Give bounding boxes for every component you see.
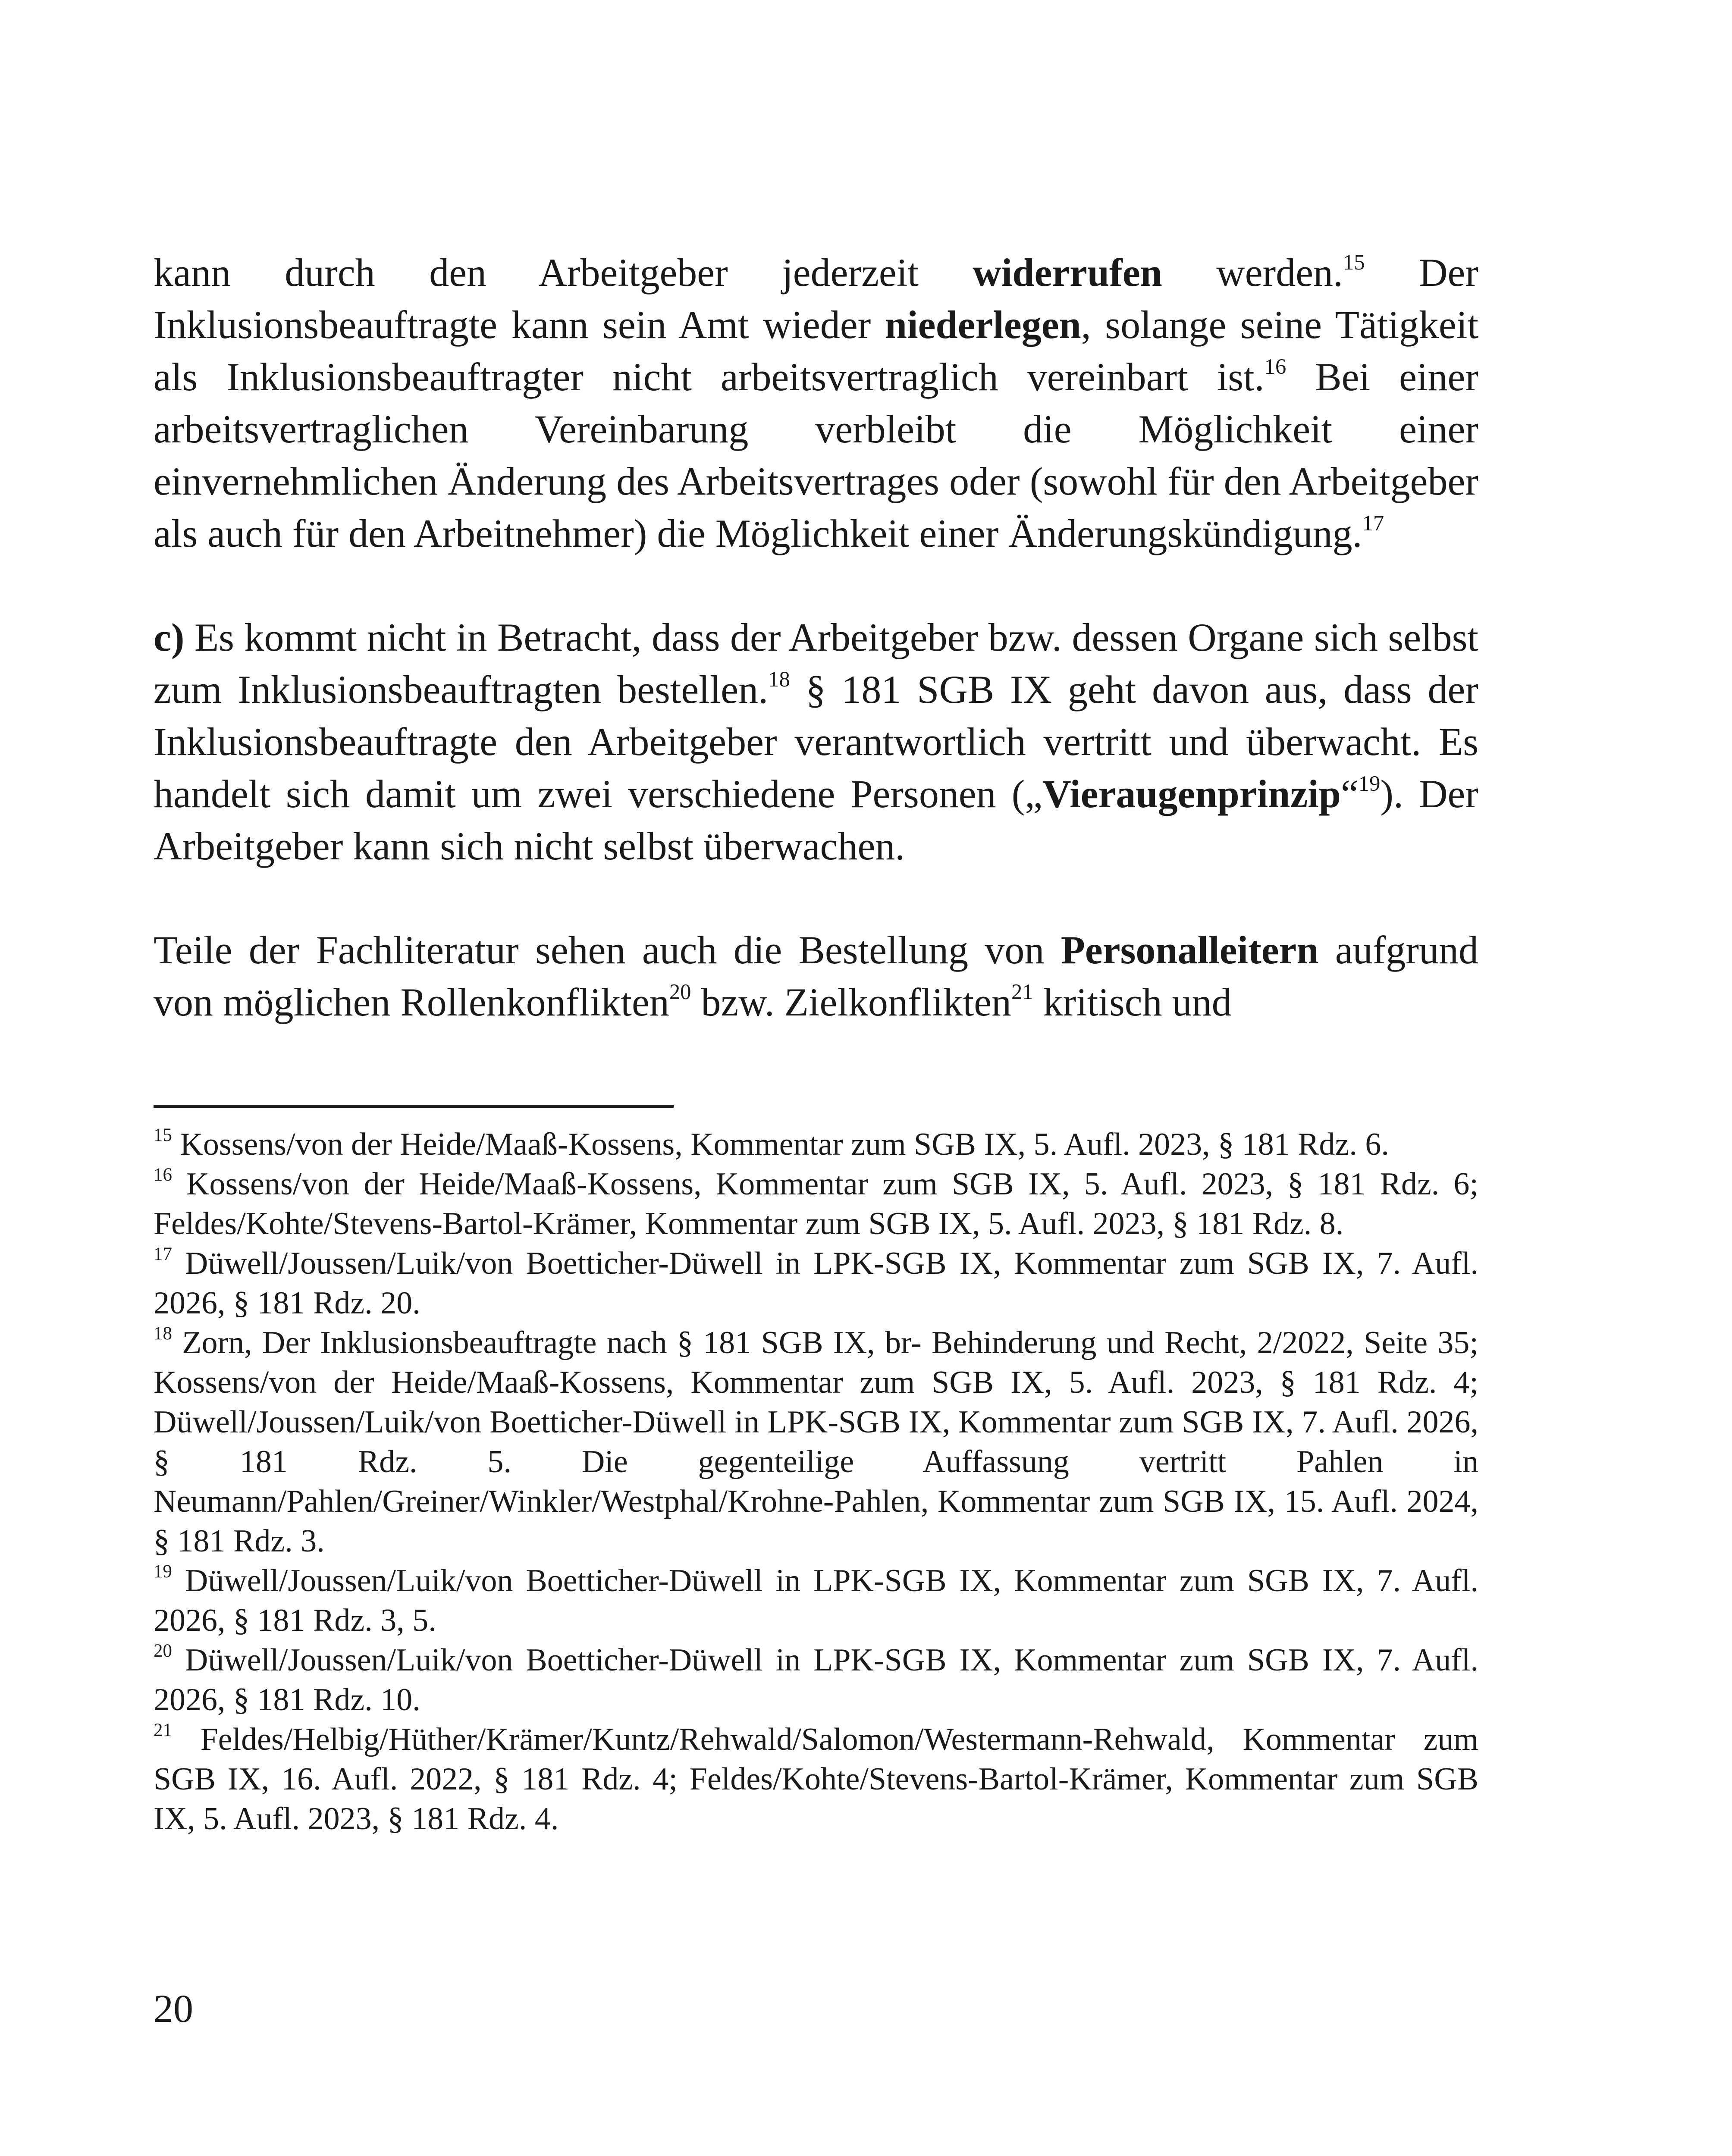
section-marker-c: c) [154,615,185,659]
footnote-number: 16 [154,1164,172,1185]
text-run: Teile der Fachliteratur sehen auch die Bestellung von [154,928,1061,972]
paragraph-text [154,611,1478,872]
footnote-ref-21[interactable]: 21 [1011,980,1033,1004]
text-run: Bei einer arbeitsvertraglichen Vereinbarung verbleibt die Möglichkeit einer einvernehmlichen Änderung des Arbeitsvertrages oder (sowohl für den Arbeitgeber als auch für den Arbeitnehmer) die Möglichkeit einer Änderungskündigung. [154,355,1479,555]
text-run: bzw. Zielkonflikten [691,980,1012,1024]
text-run: “ [1340,772,1359,816]
footnotes [154,1125,1478,1839]
footnote-text: Düwell/Joussen/Luik/von Boetticher-Düwell in LPK-SGB IX, Kommentar zum SGB IX, 7. Aufl. 2026, § 181 Rdz. 20. [154,1246,1478,1321]
footnote-15 [154,1125,1478,1164]
footnote-18 [154,1323,1478,1561]
footnote-20 [154,1640,1478,1720]
footnote-21 [154,1720,1478,1839]
footnote-text: Feldes/Helbig/Hüther/Krämer/Kuntz/Rehwald/Salomon/Westermann-Rehwald, Kommentar zum SGB IX, 16. Aufl. 2022, § 181 Rdz. 4; Feldes/Kohte/Stevens-Bartol-Krämer, Kommentar zum SGB IX, 5. Aufl. 2023, § 181 Rdz. 4. [154,1722,1478,1836]
body-paragraph-1 [154,247,1478,560]
footnote-number: 19 [154,1561,172,1582]
text-run: werden. [1162,251,1343,295]
footnote-text: Zorn, Der Inklusionsbeauftragte nach § 181 SGB IX, br- Behinderung und Recht, 2/2022, Seite 35; Kossens/von der Heide/Maaß-Kossens, Kommentar zum SGB IX, 5. Aufl. 2023, § 181 Rdz. 4; Düwell/Joussen/Luik/von Boetticher-Düwell in LPK-SGB IX, Kommentar zum SGB IX, 7. Aufl. 2026, § 181 Rdz. 5. Die gegenteilige Auffassung vertritt Pahlen in Neumann/Pahlen/Greiner/Winkler/Westphal/Krohne-Pahlen, Kommentar zum SGB IX, 15. Aufl. 2024, § 181 Rdz. 3. [154,1325,1478,1559]
text-run: , solange seine Tätigkeit als Inklusionsbeauftragter nicht arbeitsvertraglich vereinbart ist. [154,303,1478,399]
footnote-text: Kossens/von der Heide/Maaß-Kossens, Kommentar zum SGB IX, 5. Aufl. 2023, § 181 Rdz. 6; Feldes/Kohte/Stevens-Bartol-Krämer, Kommentar zum SGB IX, 5. Aufl. 2023, § 181 Rdz. 8. [154,1166,1478,1241]
page-number: 20 [154,1987,193,2031]
body-paragraph-3 [154,924,1478,1028]
text-run: aufgrund von möglichen Rollenkonflikten [154,928,1478,1024]
text-run: Es kommt nicht in Betracht, dass der Arbeitgeber bzw. dessen Organe sich selbst zum Inklusionsbeauftragten bestellen. [154,615,1478,711]
bold-term-vieraugenprinzip: Vieraugenprinzip [1042,772,1341,816]
footnote-ref-17[interactable]: 17 [1362,511,1384,536]
footnote-ref-18[interactable]: 18 [768,667,790,692]
footnote-number: 18 [154,1323,172,1344]
body-paragraph-2 [154,611,1478,872]
footnote-ref-16[interactable]: 16 [1264,354,1286,379]
footnote-separator [154,1105,674,1108]
text-run: ). Der Arbeitgeber kann sich nicht selbst überwachen. [154,772,1479,868]
bold-term-personalleitern: Personalleitern [1061,928,1319,972]
footnote-number: 17 [154,1244,172,1264]
footnote-19 [154,1561,1478,1640]
text-run: § 181 SGB IX geht davon aus, dass der Inklusionsbeauftragte den Arbeitgeber verantwortlich vertritt und überwacht. Es handelt sich damit um zwei verschiedene Personen („ [154,667,1478,816]
footnote-16 [154,1164,1478,1244]
text-run: Der Inklusionsbeauftragte kann sein Amt wieder [154,251,1478,347]
footnote-number: 21 [154,1720,172,1740]
bold-term-widerrufen: widerrufen [973,251,1162,295]
footnote-number: 20 [154,1640,172,1661]
footnote-ref-20[interactable]: 20 [669,980,691,1004]
text-run: kann durch den Arbeitgeber jederzeit [154,251,973,295]
text-run: kritisch und [1033,980,1232,1024]
bold-term-niederlegen: niederlegen [885,303,1081,347]
footnote-ref-15[interactable]: 15 [1343,250,1365,275]
paragraph-text [154,924,1478,1028]
footnote-number: 15 [154,1125,172,1145]
footnote-ref-19[interactable]: 19 [1358,771,1381,796]
footnote-text: Düwell/Joussen/Luik/von Boetticher-Düwell in LPK-SGB IX, Kommentar zum SGB IX, 7. Aufl. 2026, § 181 Rdz. 3, 5. [154,1563,1478,1638]
footnote-text: Düwell/Joussen/Luik/von Boetticher-Düwell in LPK-SGB IX, Kommentar zum SGB IX, 7. Aufl. 2026, § 181 Rdz. 10. [154,1642,1478,1717]
paragraph-text [154,247,1478,560]
footnote-17 [154,1244,1478,1323]
footnote-text: Kossens/von der Heide/Maaß-Kossens, Kommentar zum SGB IX, 5. Aufl. 2023, § 181 Rdz. 6. [172,1127,1389,1162]
